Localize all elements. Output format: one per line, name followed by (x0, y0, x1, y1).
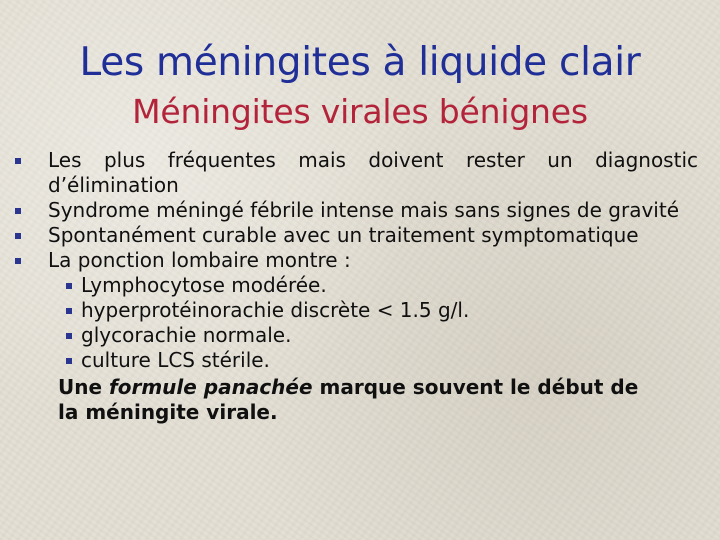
square-bullet-icon (66, 283, 72, 289)
bullet-text: La ponction lombaire montre : (48, 248, 351, 272)
sub-bullet-text: hyperprotéinorachie discrète < 1.5 g/l. (81, 298, 470, 322)
slide-subtitle: Méningites virales bénignes (132, 92, 588, 131)
bullet-item (8, 248, 698, 273)
square-bullet-icon (66, 358, 72, 364)
sub-bullet-list (8, 273, 698, 373)
sub-bullet-text: culture LCS stérile. (81, 348, 270, 372)
square-bullet-icon (15, 258, 21, 264)
conclusion-text (8, 375, 658, 425)
bullet-text: Syndrome méningé fébrile intense mais sans signes de gravité (48, 198, 679, 222)
conclusion-before: Une (58, 375, 110, 399)
bullet-list (8, 148, 698, 273)
sub-bullet-item (8, 298, 698, 323)
sub-bullet-text: glycorachie normale. (81, 323, 292, 347)
conclusion-emphasis: formule panachée (109, 375, 313, 399)
bullet-item (8, 148, 698, 198)
square-bullet-icon (15, 158, 21, 164)
slide-title: Les méningites à liquide clair (79, 40, 641, 85)
conclusion-after: marque souvent le début de la méningite virale. (58, 375, 639, 424)
sub-bullet-item (8, 348, 698, 373)
sub-bullet-item (8, 323, 698, 348)
square-bullet-icon (15, 208, 21, 214)
bullet-text: Les plus fréquentes mais doivent rester un diagnostic d’élimination (48, 148, 698, 197)
bullet-text: Spontanément curable avec un traitement symptomatique (48, 223, 639, 247)
square-bullet-icon (66, 333, 72, 339)
bullet-item (8, 223, 698, 248)
square-bullet-icon (15, 233, 21, 239)
bullet-item (8, 198, 698, 223)
slide-body (8, 148, 698, 425)
sub-bullet-text: Lymphocytose modérée. (81, 273, 327, 297)
square-bullet-icon (66, 308, 72, 314)
sub-bullet-item (8, 273, 698, 298)
